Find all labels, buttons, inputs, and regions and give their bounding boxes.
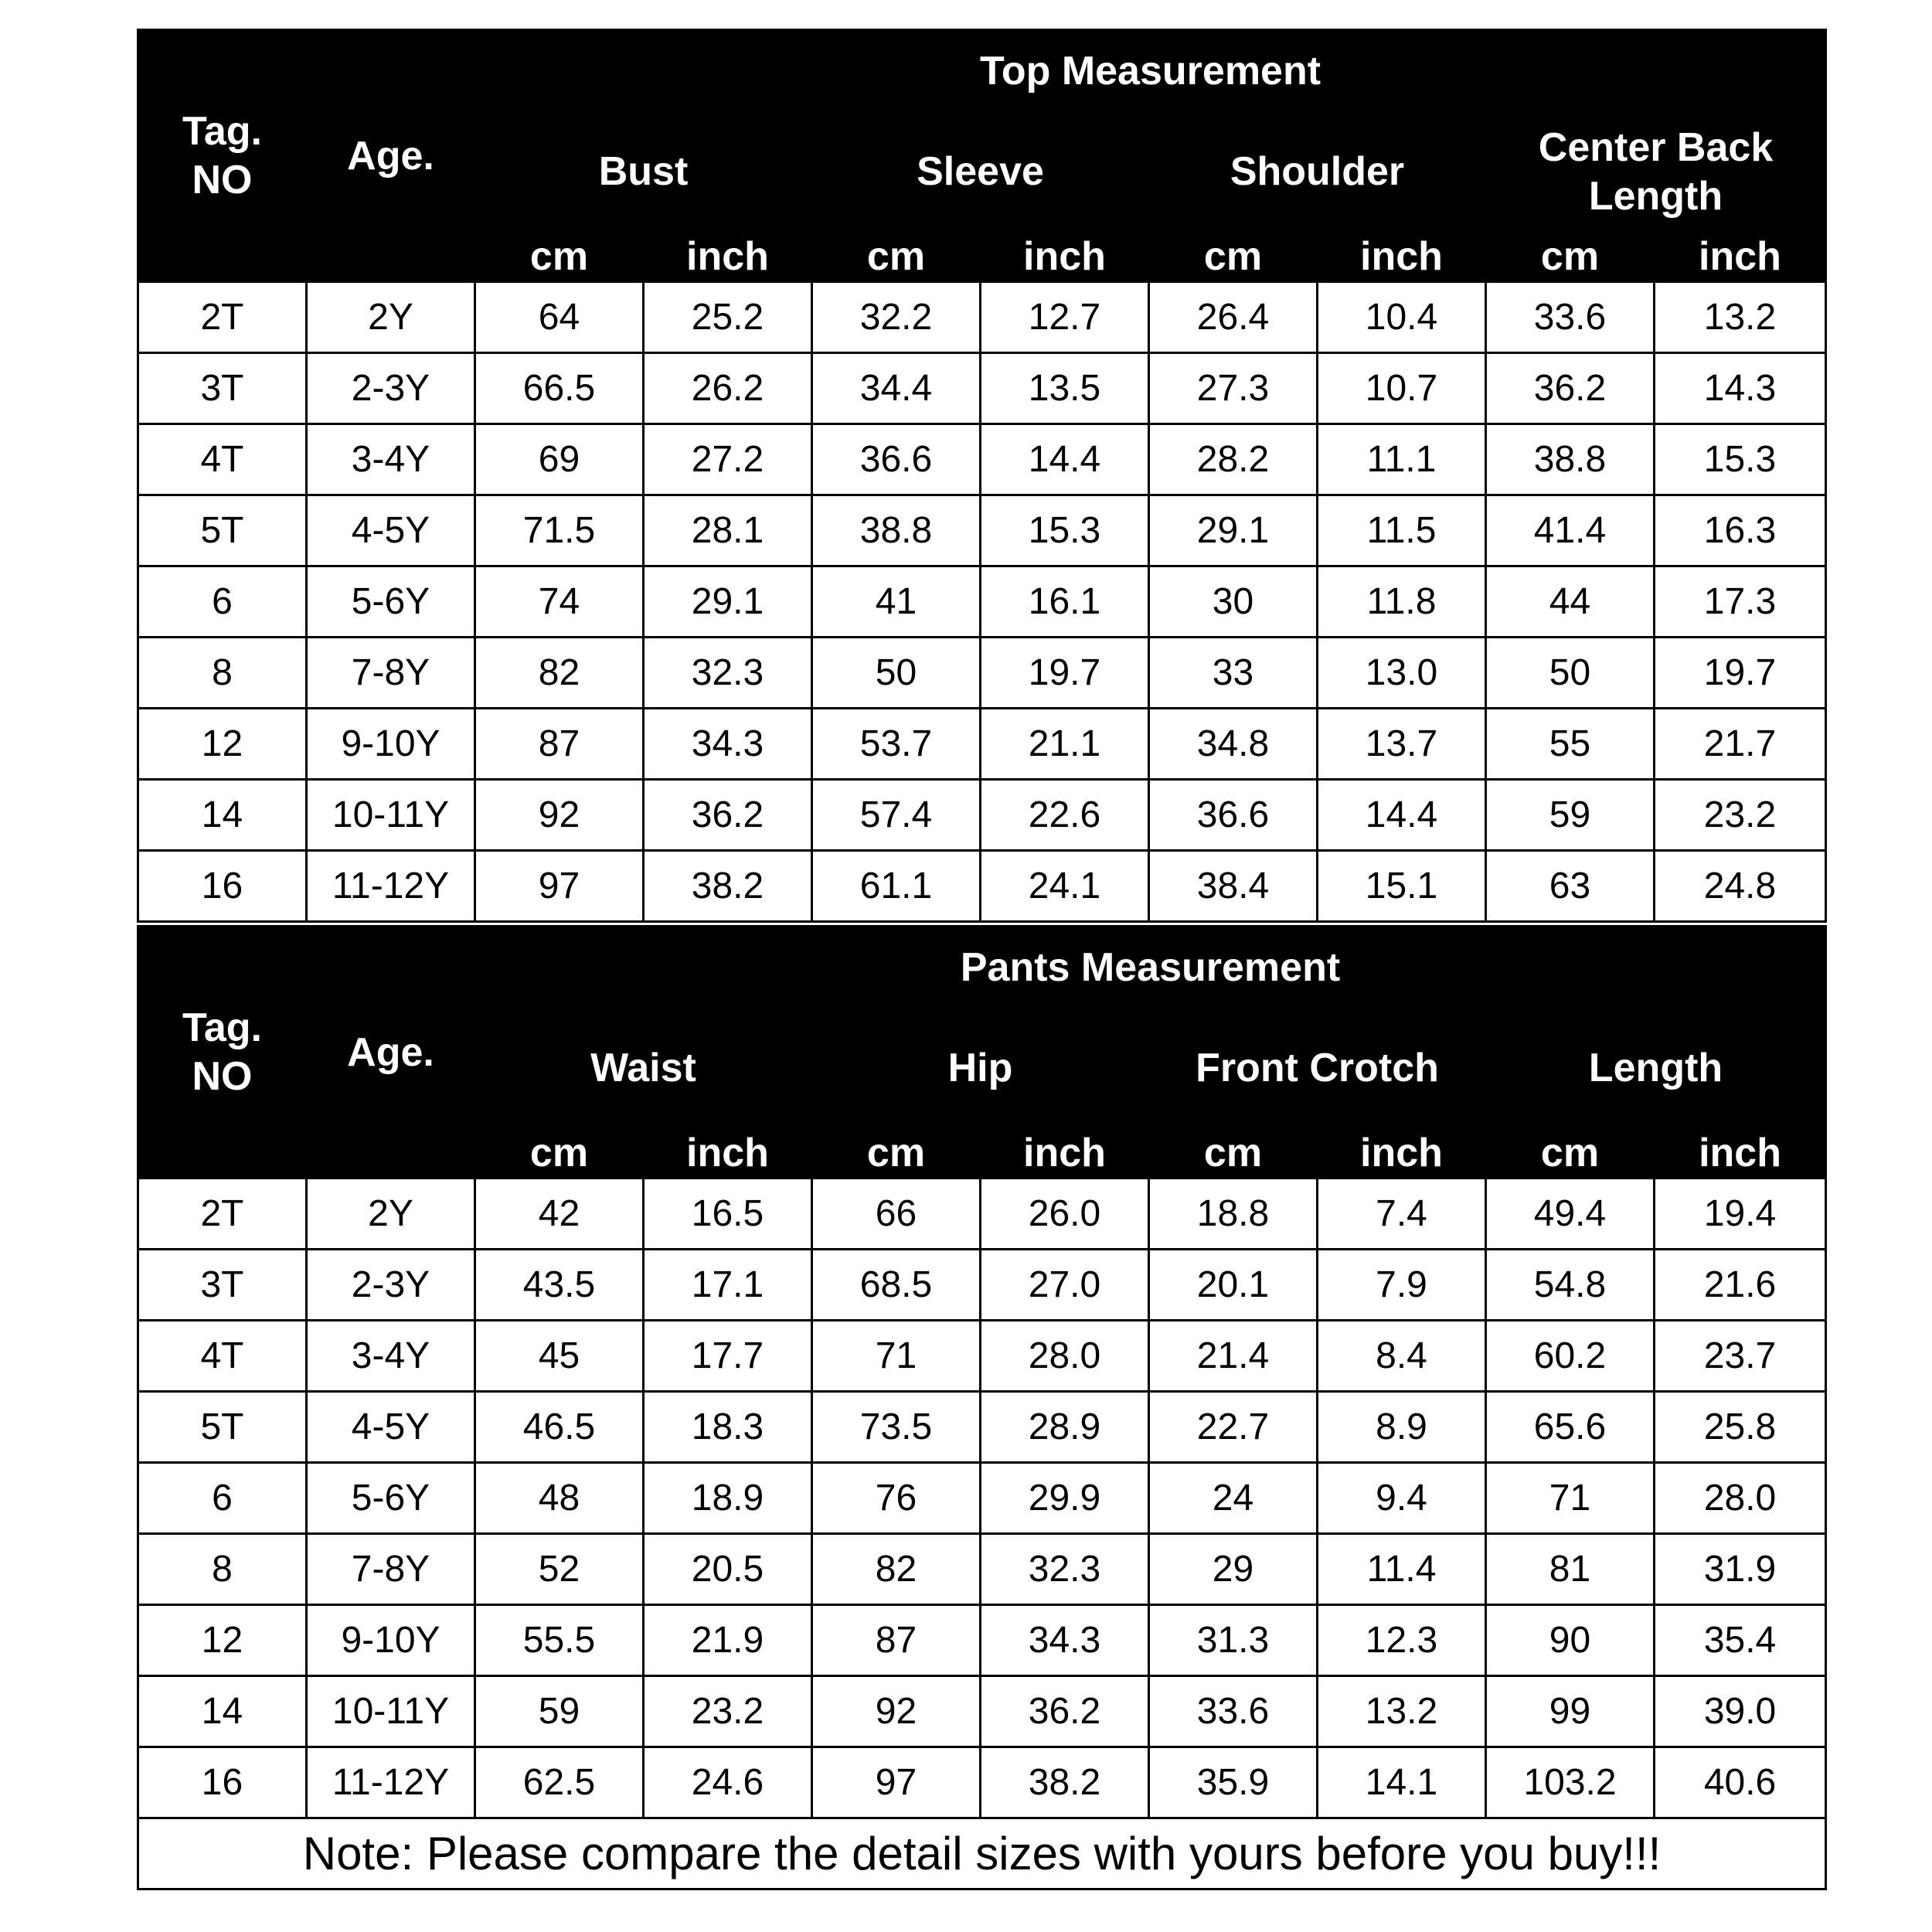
age-cell: 3-4Y bbox=[307, 1321, 475, 1392]
value-cell: 38.2 bbox=[644, 851, 812, 922]
table-row bbox=[138, 1676, 1826, 1747]
value-cell: 29.1 bbox=[1149, 495, 1318, 566]
value-cell: 60.2 bbox=[1486, 1321, 1655, 1392]
value-cell: 9.4 bbox=[1318, 1463, 1486, 1534]
table-row bbox=[138, 851, 1826, 922]
value-cell: 22.6 bbox=[981, 780, 1149, 851]
table-row bbox=[138, 1605, 1826, 1676]
tag-cell: 6 bbox=[138, 1463, 307, 1534]
value-cell: 36.2 bbox=[981, 1676, 1149, 1747]
value-cell: 66 bbox=[812, 1179, 981, 1250]
unit-inch-header: inch bbox=[981, 1128, 1149, 1179]
value-cell: 90 bbox=[1486, 1605, 1655, 1676]
unit-inch-header: inch bbox=[1655, 232, 1826, 282]
value-cell: 29.1 bbox=[644, 566, 812, 638]
value-cell: 11.4 bbox=[1318, 1534, 1486, 1605]
value-cell: 7.4 bbox=[1318, 1179, 1486, 1250]
measurement-header: Bust bbox=[475, 113, 812, 232]
value-cell: 64 bbox=[475, 282, 644, 353]
value-cell: 38.2 bbox=[981, 1747, 1149, 1818]
tag-cell: 12 bbox=[138, 709, 307, 780]
value-cell: 49.4 bbox=[1486, 1179, 1655, 1250]
table-row bbox=[138, 1747, 1826, 1818]
age-cell: 10-11Y bbox=[307, 1676, 475, 1747]
value-cell: 69 bbox=[475, 424, 644, 495]
value-cell: 50 bbox=[1486, 638, 1655, 709]
age-cell: 5-6Y bbox=[307, 566, 475, 638]
value-cell: 38.8 bbox=[1486, 424, 1655, 495]
value-cell: 40.6 bbox=[1655, 1747, 1826, 1818]
value-cell: 11.5 bbox=[1318, 495, 1486, 566]
value-cell: 73.5 bbox=[812, 1392, 981, 1463]
value-cell: 19.4 bbox=[1655, 1179, 1826, 1250]
value-cell: 28.1 bbox=[644, 495, 812, 566]
value-cell: 18.9 bbox=[644, 1463, 812, 1534]
value-cell: 11.1 bbox=[1318, 424, 1486, 495]
value-cell: 23.7 bbox=[1655, 1321, 1826, 1392]
value-cell: 8.4 bbox=[1318, 1321, 1486, 1392]
value-cell: 38.4 bbox=[1149, 851, 1318, 922]
measurement-header: Center Back Length bbox=[1486, 113, 1826, 232]
age-cell: 4-5Y bbox=[307, 495, 475, 566]
value-cell: 66.5 bbox=[475, 353, 644, 424]
value-cell: 26.0 bbox=[981, 1179, 1149, 1250]
value-cell: 59 bbox=[1486, 780, 1655, 851]
value-cell: 18.8 bbox=[1149, 1179, 1318, 1250]
value-cell: 17.1 bbox=[644, 1250, 812, 1321]
value-cell: 28.2 bbox=[1149, 424, 1318, 495]
unit-inch-header: inch bbox=[1655, 1128, 1826, 1179]
value-cell: 50 bbox=[812, 638, 981, 709]
value-cell: 28.0 bbox=[1655, 1463, 1826, 1534]
value-cell: 19.7 bbox=[1655, 638, 1826, 709]
value-cell: 27.0 bbox=[981, 1250, 1149, 1321]
age-cell: 3-4Y bbox=[307, 424, 475, 495]
table-row bbox=[138, 1392, 1826, 1463]
value-cell: 31.9 bbox=[1655, 1534, 1826, 1605]
tag-cell: 14 bbox=[138, 780, 307, 851]
unit-inch-header: inch bbox=[981, 232, 1149, 282]
age-cell: 4-5Y bbox=[307, 1392, 475, 1463]
measurement-header: Front Crotch bbox=[1149, 1009, 1486, 1128]
value-cell: 34.3 bbox=[981, 1605, 1149, 1676]
value-cell: 28.0 bbox=[981, 1321, 1149, 1392]
value-cell: 24.6 bbox=[644, 1747, 812, 1818]
value-cell: 97 bbox=[812, 1747, 981, 1818]
value-cell: 62.5 bbox=[475, 1747, 644, 1818]
value-cell: 13.2 bbox=[1655, 282, 1826, 353]
value-cell: 16.5 bbox=[644, 1179, 812, 1250]
value-cell: 23.2 bbox=[1655, 780, 1826, 851]
unit-cm-header: cm bbox=[1486, 1128, 1655, 1179]
value-cell: 34.3 bbox=[644, 709, 812, 780]
value-cell: 14.4 bbox=[1318, 780, 1486, 851]
unit-inch-header: inch bbox=[1318, 232, 1486, 282]
value-cell: 87 bbox=[475, 709, 644, 780]
value-cell: 63 bbox=[1486, 851, 1655, 922]
measurement-header: Shoulder bbox=[1149, 113, 1486, 232]
value-cell: 54.8 bbox=[1486, 1250, 1655, 1321]
value-cell: 13.5 bbox=[981, 353, 1149, 424]
value-cell: 13.7 bbox=[1318, 709, 1486, 780]
value-cell: 103.2 bbox=[1486, 1747, 1655, 1818]
value-cell: 82 bbox=[812, 1534, 981, 1605]
age-cell: 7-8Y bbox=[307, 1534, 475, 1605]
value-cell: 24.8 bbox=[1655, 851, 1826, 922]
value-cell: 30 bbox=[1149, 566, 1318, 638]
value-cell: 10.4 bbox=[1318, 282, 1486, 353]
table-row bbox=[138, 1179, 1826, 1250]
age-cell: 2Y bbox=[307, 282, 475, 353]
age-cell: 11-12Y bbox=[307, 1747, 475, 1818]
value-cell: 38.8 bbox=[812, 495, 981, 566]
table-row bbox=[138, 1463, 1826, 1534]
unit-cm-header: cm bbox=[475, 1128, 644, 1179]
value-cell: 12.7 bbox=[981, 282, 1149, 353]
value-cell: 41.4 bbox=[1486, 495, 1655, 566]
tag-cell: 5T bbox=[138, 495, 307, 566]
value-cell: 99 bbox=[1486, 1676, 1655, 1747]
value-cell: 53.7 bbox=[812, 709, 981, 780]
value-cell: 18.3 bbox=[644, 1392, 812, 1463]
pants-measurement-title: Pants Measurement bbox=[475, 927, 1826, 1009]
table-row bbox=[138, 566, 1826, 638]
value-cell: 17.3 bbox=[1655, 566, 1826, 638]
value-cell: 14.4 bbox=[981, 424, 1149, 495]
value-cell: 71.5 bbox=[475, 495, 644, 566]
value-cell: 15.3 bbox=[1655, 424, 1826, 495]
tag-cell: 16 bbox=[138, 1747, 307, 1818]
value-cell: 36.6 bbox=[812, 424, 981, 495]
table-row bbox=[138, 780, 1826, 851]
age-cell: 2Y bbox=[307, 1179, 475, 1250]
value-cell: 35.4 bbox=[1655, 1605, 1826, 1676]
value-cell: 32.3 bbox=[981, 1534, 1149, 1605]
value-cell: 16.1 bbox=[981, 566, 1149, 638]
value-cell: 82 bbox=[475, 638, 644, 709]
value-cell: 23.2 bbox=[644, 1676, 812, 1747]
value-cell: 19.7 bbox=[981, 638, 1149, 709]
value-cell: 76 bbox=[812, 1463, 981, 1534]
value-cell: 46.5 bbox=[475, 1392, 644, 1463]
value-cell: 22.7 bbox=[1149, 1392, 1318, 1463]
value-cell: 74 bbox=[475, 566, 644, 638]
table-row bbox=[138, 709, 1826, 780]
value-cell: 35.9 bbox=[1149, 1747, 1318, 1818]
value-cell: 32.3 bbox=[644, 638, 812, 709]
value-cell: 13.2 bbox=[1318, 1676, 1486, 1747]
tag-cell: 8 bbox=[138, 638, 307, 709]
value-cell: 39.0 bbox=[1655, 1676, 1826, 1747]
unit-cm-header: cm bbox=[1149, 232, 1318, 282]
tag-cell: 2T bbox=[138, 282, 307, 353]
value-cell: 21.7 bbox=[1655, 709, 1826, 780]
value-cell: 20.1 bbox=[1149, 1250, 1318, 1321]
value-cell: 57.4 bbox=[812, 780, 981, 851]
value-cell: 71 bbox=[812, 1321, 981, 1392]
value-cell: 21.6 bbox=[1655, 1250, 1826, 1321]
value-cell: 43.5 bbox=[475, 1250, 644, 1321]
size-note: Note: Please compare the detail sizes with yours before you buy!!! bbox=[138, 1818, 1826, 1889]
value-cell: 21.1 bbox=[981, 709, 1149, 780]
value-cell: 27.3 bbox=[1149, 353, 1318, 424]
value-cell: 11.8 bbox=[1318, 566, 1486, 638]
tag-label: Tag. NO bbox=[182, 109, 263, 202]
value-cell: 59 bbox=[475, 1676, 644, 1747]
unit-inch-header: inch bbox=[644, 1128, 812, 1179]
unit-cm-header: cm bbox=[475, 232, 644, 282]
value-cell: 34.4 bbox=[812, 353, 981, 424]
top-measurement-table bbox=[137, 29, 1827, 923]
table-row bbox=[138, 638, 1826, 709]
age-cell: 10-11Y bbox=[307, 780, 475, 851]
value-cell: 52 bbox=[475, 1534, 644, 1605]
value-cell: 26.2 bbox=[644, 353, 812, 424]
value-cell: 25.2 bbox=[644, 282, 812, 353]
value-cell: 55 bbox=[1486, 709, 1655, 780]
value-cell: 31.3 bbox=[1149, 1605, 1318, 1676]
value-cell: 27.2 bbox=[644, 424, 812, 495]
value-cell: 55.5 bbox=[475, 1605, 644, 1676]
tag-cell: 3T bbox=[138, 1250, 307, 1321]
age-cell: 11-12Y bbox=[307, 851, 475, 922]
value-cell: 14.1 bbox=[1318, 1747, 1486, 1818]
table-row bbox=[138, 1250, 1826, 1321]
unit-cm-header: cm bbox=[812, 232, 981, 282]
unit-inch-header: inch bbox=[644, 232, 812, 282]
tag-cell: 3T bbox=[138, 353, 307, 424]
value-cell: 25.8 bbox=[1655, 1392, 1826, 1463]
value-cell: 20.5 bbox=[644, 1534, 812, 1605]
age-header: Age. bbox=[307, 30, 475, 282]
table-row bbox=[138, 1321, 1826, 1392]
age-cell: 9-10Y bbox=[307, 709, 475, 780]
value-cell: 14.3 bbox=[1655, 353, 1826, 424]
value-cell: 24 bbox=[1149, 1463, 1318, 1534]
value-cell: 15.1 bbox=[1318, 851, 1486, 922]
tag-cell: 16 bbox=[138, 851, 307, 922]
value-cell: 26.4 bbox=[1149, 282, 1318, 353]
value-cell: 92 bbox=[475, 780, 644, 851]
value-cell: 92 bbox=[812, 1676, 981, 1747]
value-cell: 32.2 bbox=[812, 282, 981, 353]
table-row bbox=[138, 353, 1826, 424]
tag-cell: 4T bbox=[138, 424, 307, 495]
age-cell: 5-6Y bbox=[307, 1463, 475, 1534]
value-cell: 87 bbox=[812, 1605, 981, 1676]
value-cell: 21.9 bbox=[644, 1605, 812, 1676]
value-cell: 24.1 bbox=[981, 851, 1149, 922]
table-row bbox=[138, 495, 1826, 566]
value-cell: 48 bbox=[475, 1463, 644, 1534]
value-cell: 45 bbox=[475, 1321, 644, 1392]
measurement-header: Hip bbox=[812, 1009, 1149, 1128]
tag-cell: 12 bbox=[138, 1605, 307, 1676]
age-header: Age. bbox=[307, 927, 475, 1179]
age-cell: 2-3Y bbox=[307, 353, 475, 424]
table-row bbox=[138, 282, 1826, 353]
tag-cell: 5T bbox=[138, 1392, 307, 1463]
tag-cell: 8 bbox=[138, 1534, 307, 1605]
tag-no-header bbox=[138, 30, 307, 282]
value-cell: 42 bbox=[475, 1179, 644, 1250]
value-cell: 65.6 bbox=[1486, 1392, 1655, 1463]
value-cell: 17.7 bbox=[644, 1321, 812, 1392]
value-cell: 15.3 bbox=[981, 495, 1149, 566]
unit-cm-header: cm bbox=[1149, 1128, 1318, 1179]
value-cell: 16.3 bbox=[1655, 495, 1826, 566]
unit-cm-header: cm bbox=[812, 1128, 981, 1179]
measurement-header: Waist bbox=[475, 1009, 812, 1128]
value-cell: 33.6 bbox=[1149, 1676, 1318, 1747]
tag-cell: 2T bbox=[138, 1179, 307, 1250]
value-cell: 33.6 bbox=[1486, 282, 1655, 353]
value-cell: 12.3 bbox=[1318, 1605, 1486, 1676]
value-cell: 21.4 bbox=[1149, 1321, 1318, 1392]
top-measurement-title: Top Measurement bbox=[475, 30, 1826, 113]
value-cell: 10.7 bbox=[1318, 353, 1486, 424]
value-cell: 33 bbox=[1149, 638, 1318, 709]
age-cell: 2-3Y bbox=[307, 1250, 475, 1321]
value-cell: 7.9 bbox=[1318, 1250, 1486, 1321]
value-cell: 29 bbox=[1149, 1534, 1318, 1605]
table-row bbox=[138, 1534, 1826, 1605]
unit-cm-header: cm bbox=[1486, 232, 1655, 282]
unit-inch-header: inch bbox=[1318, 1128, 1486, 1179]
value-cell: 71 bbox=[1486, 1463, 1655, 1534]
pants-measurement-table bbox=[137, 925, 1827, 1890]
value-cell: 36.6 bbox=[1149, 780, 1318, 851]
measurement-header: Length bbox=[1486, 1009, 1826, 1128]
value-cell: 97 bbox=[475, 851, 644, 922]
tag-label: Tag. NO bbox=[182, 1005, 263, 1099]
value-cell: 8.9 bbox=[1318, 1392, 1486, 1463]
value-cell: 41 bbox=[812, 566, 981, 638]
value-cell: 28.9 bbox=[981, 1392, 1149, 1463]
table-row bbox=[138, 424, 1826, 495]
value-cell: 34.8 bbox=[1149, 709, 1318, 780]
age-cell: 9-10Y bbox=[307, 1605, 475, 1676]
value-cell: 61.1 bbox=[812, 851, 981, 922]
value-cell: 36.2 bbox=[1486, 353, 1655, 424]
value-cell: 29.9 bbox=[981, 1463, 1149, 1534]
tag-cell: 14 bbox=[138, 1676, 307, 1747]
tag-no-header bbox=[138, 927, 307, 1179]
value-cell: 44 bbox=[1486, 566, 1655, 638]
tag-cell: 6 bbox=[138, 566, 307, 638]
value-cell: 81 bbox=[1486, 1534, 1655, 1605]
value-cell: 13.0 bbox=[1318, 638, 1486, 709]
tag-cell: 4T bbox=[138, 1321, 307, 1392]
value-cell: 68.5 bbox=[812, 1250, 981, 1321]
value-cell: 36.2 bbox=[644, 780, 812, 851]
measurement-header: Sleeve bbox=[812, 113, 1149, 232]
age-cell: 7-8Y bbox=[307, 638, 475, 709]
